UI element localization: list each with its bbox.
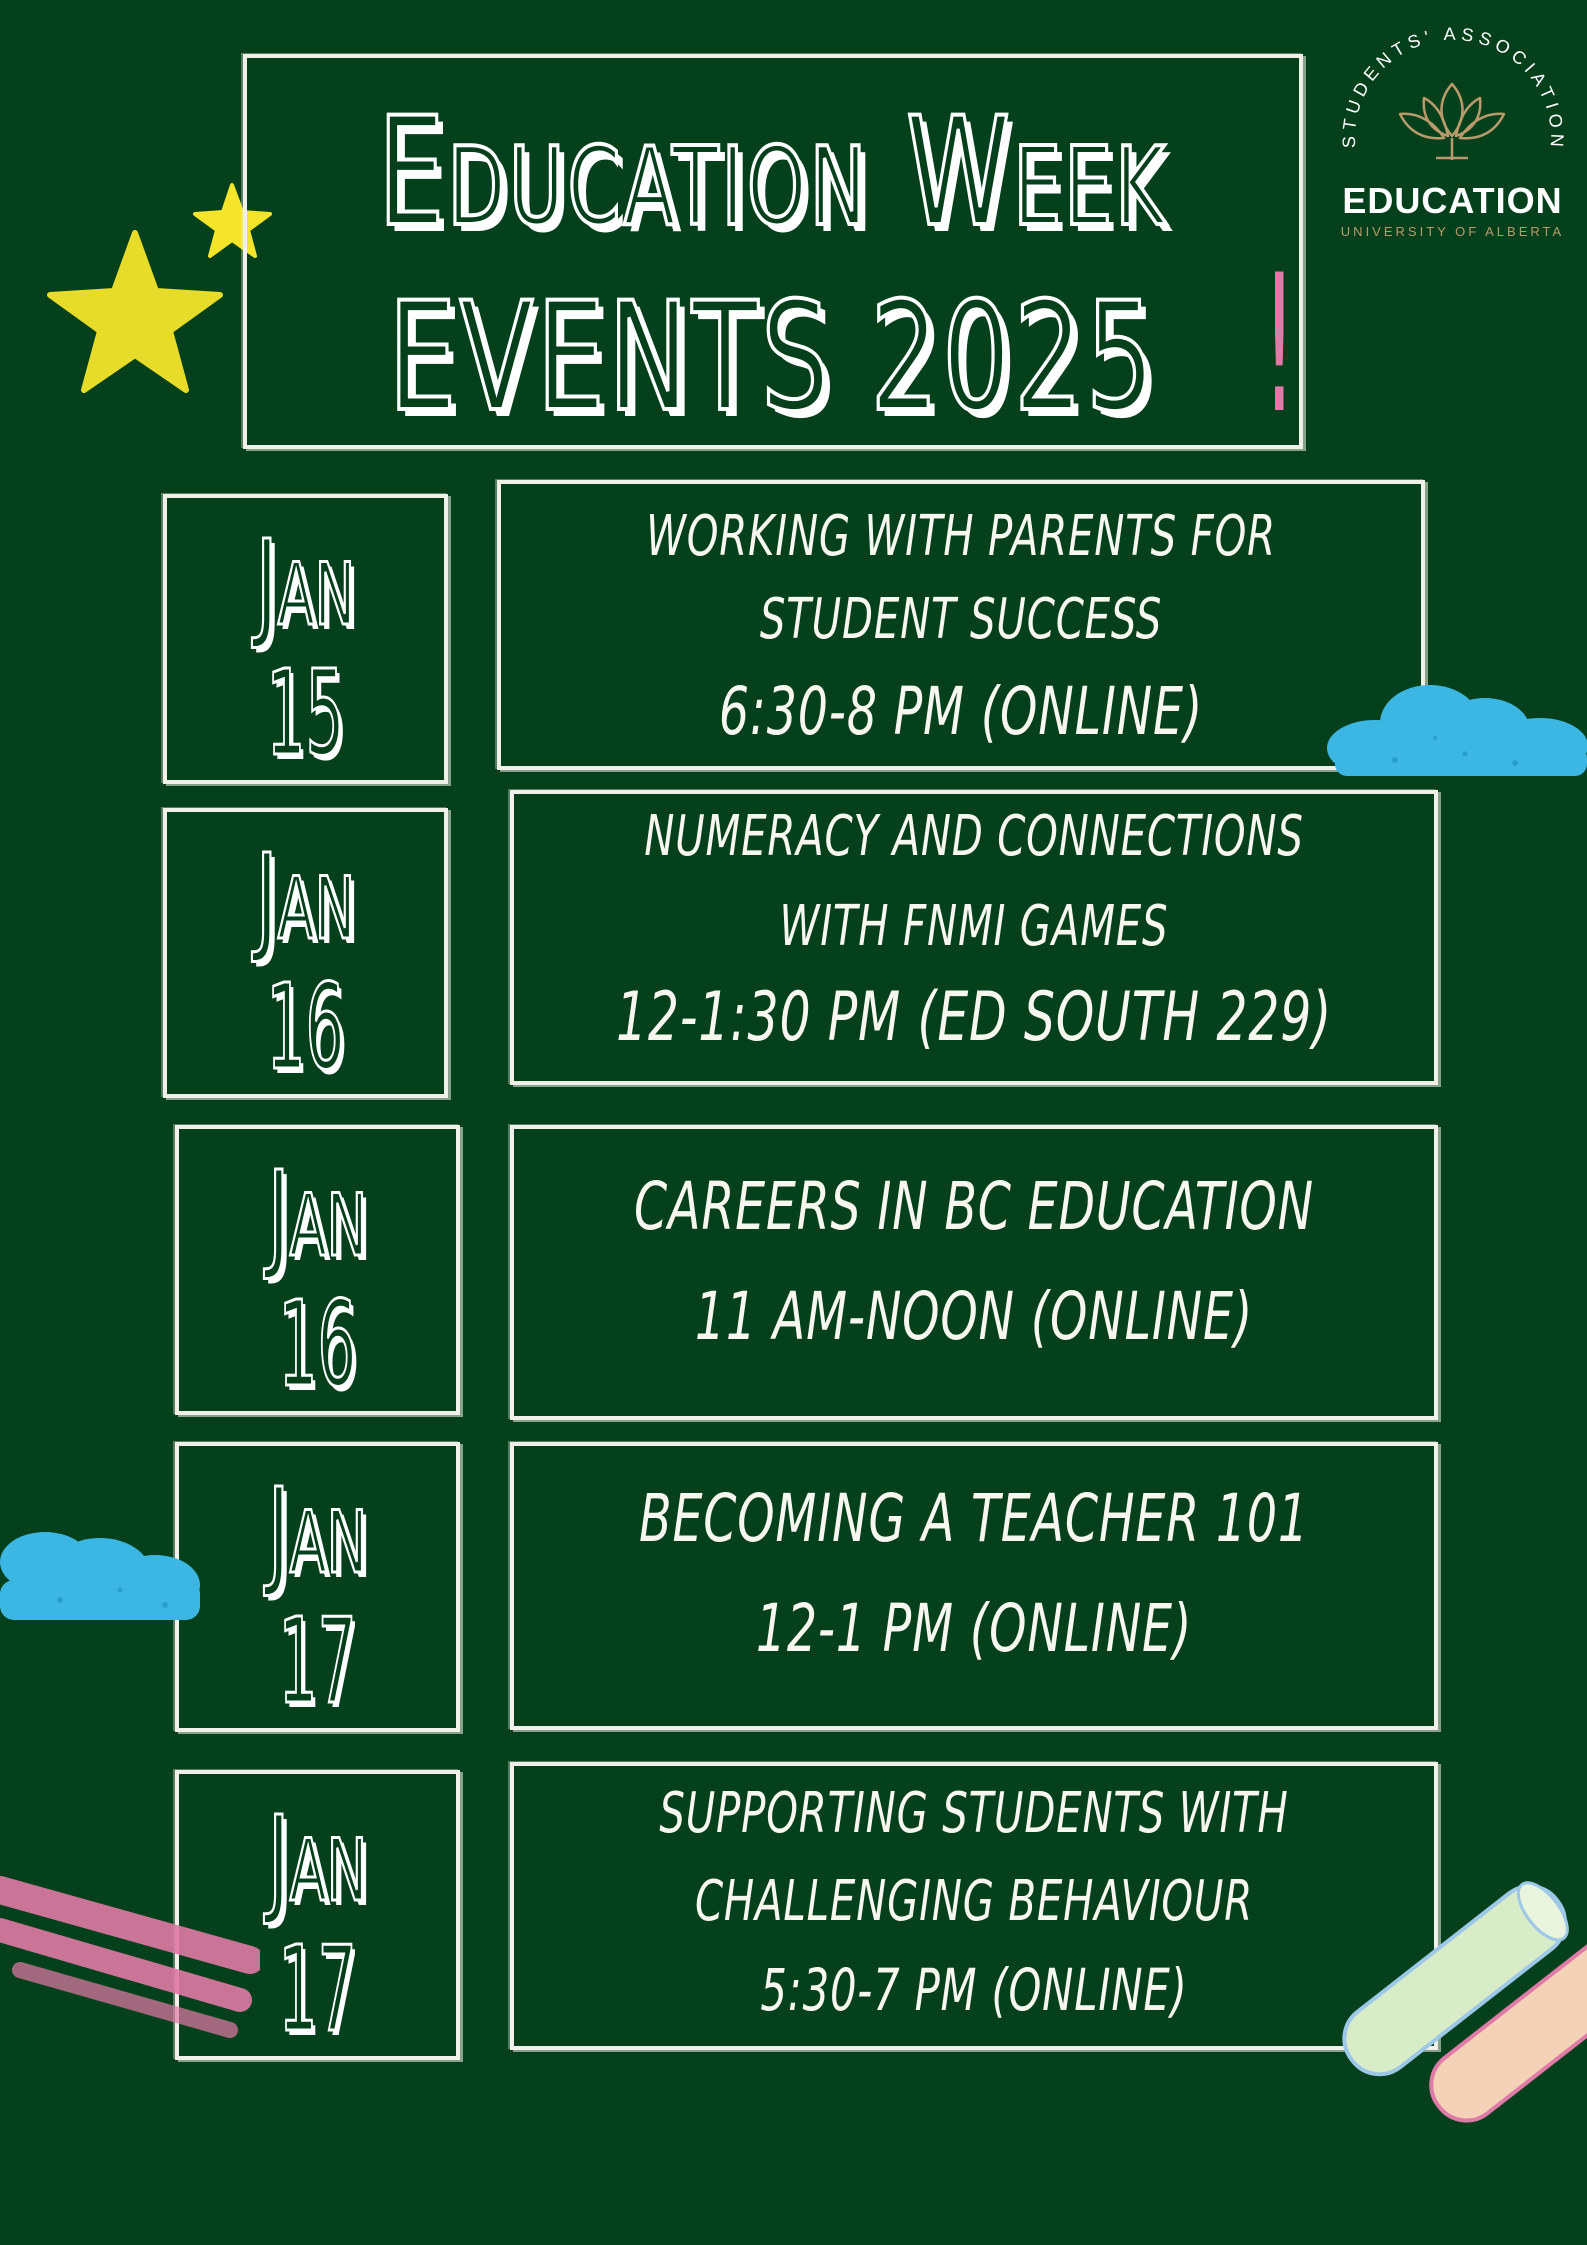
cloud-icon — [0, 1520, 210, 1630]
logo-sub-text: UNIVERSITY OF ALBERTA — [1340, 224, 1565, 239]
event-text-line: 12-1 PM (ONLINE) — [755, 1590, 1193, 1667]
event-text-line: 6:30-8 PM (ONLINE) — [718, 673, 1204, 750]
date-badge — [175, 1125, 460, 1415]
date-day: 16 — [266, 958, 345, 1096]
event-card — [510, 790, 1438, 1085]
event-text-line: WORKING WITH PARENTS FOR — [646, 504, 1276, 569]
date-month: JAN — [267, 1462, 368, 1600]
date-day: 17 — [278, 1592, 357, 1730]
svg-text:STUDENTS' ASSOCIATION: STUDENTS' ASSOCIATION — [1338, 23, 1568, 153]
event-text-line: WITH FNMI GAMES — [779, 894, 1169, 959]
chalk-smear-icon — [0, 1850, 260, 2050]
date-month: JAN — [255, 828, 356, 966]
event-card — [510, 1442, 1438, 1730]
date-badge — [163, 808, 448, 1098]
page-title-line-2: EVENTS 2025 — [388, 271, 1158, 445]
event-text-line: BECOMING A TEACHER 101 — [639, 1480, 1309, 1557]
event-text-line: STUDENT SUCCESS — [759, 587, 1163, 652]
date-day: 17 — [278, 1920, 357, 2058]
event-text-line: CAREERS IN BC EDUCATION — [634, 1168, 1314, 1245]
event-text-line: SUPPORTING STUDENTS WITH — [659, 1781, 1289, 1846]
event-card — [510, 1125, 1438, 1420]
date-day: 16 — [278, 1275, 357, 1413]
event-card — [497, 480, 1425, 770]
education-logo — [1330, 12, 1575, 252]
page-title-line-1: EDUCATION WEEK — [377, 86, 1169, 260]
event-text-line: 12-1:30 PM (ED SOUTH 229) — [615, 978, 1333, 1057]
pink-exclamation: ! — [1262, 234, 1297, 455]
event-text-line: 5:30-7 PM (ONLINE) — [760, 1956, 1188, 2024]
date-month: JAN — [267, 1145, 368, 1283]
date-day: 15 — [266, 644, 345, 782]
logo-main-text: EDUCATION — [1342, 180, 1563, 221]
date-badge — [163, 494, 448, 784]
event-card — [510, 1762, 1438, 2050]
event-text-line: 11 AM-NOON (ONLINE) — [694, 1278, 1254, 1355]
date-badge — [175, 1442, 460, 1732]
date-month: JAN — [255, 514, 356, 652]
cloud-icon — [1325, 668, 1587, 780]
event-text-line: NUMERACY AND CONNECTIONS — [644, 804, 1304, 869]
date-month: JAN — [267, 1790, 368, 1928]
title-frame — [243, 54, 1303, 455]
chalk-stick-icon — [1320, 1860, 1587, 2140]
event-text-line: CHALLENGING BEHAVIOUR — [694, 1869, 1254, 1934]
